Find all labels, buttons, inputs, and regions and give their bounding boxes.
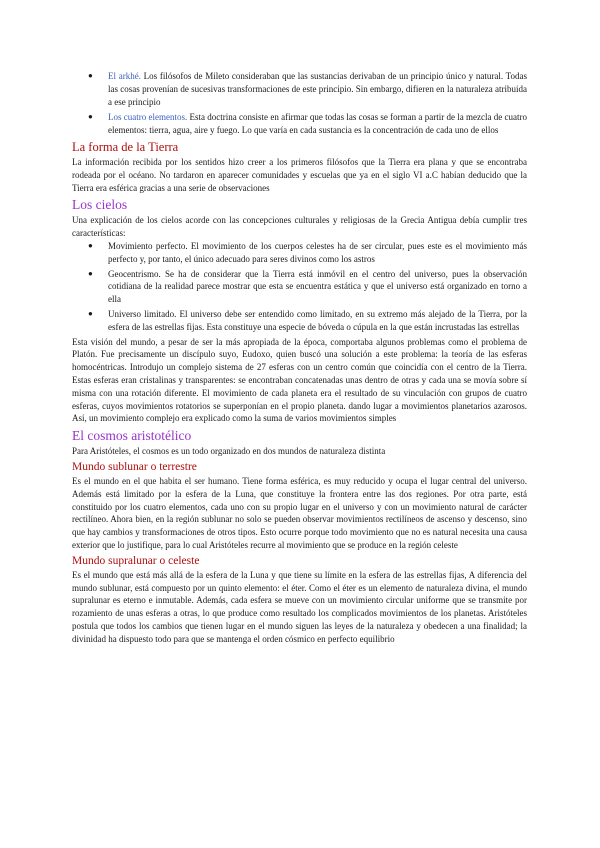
list-item (72, 308, 527, 334)
heading-cosmos-aristotelico: El cosmos aristotélico (72, 428, 192, 444)
heading-forma-tierra: La forma de la Tierra (72, 139, 179, 154)
paragraph-forma-tierra: La información recibida por los sentidos hizo creer a los primeros filósofos que la Tierra era plana y que se encontraba rodeada por el océano. No tardaron en aparecer comunidades y escuelas que ya en el siglo VI a.C habían deducido que la Tierra era esférica gracias a una serie de observaciones (72, 156, 527, 193)
list-term: El arkhé. (108, 71, 141, 81)
heading-mundo-supralunar: Mundo supralunar o celeste (72, 554, 200, 567)
paragraph-cielos-body: Esta visión del mundo, a pesar de ser la más apropiada de la época, comportaba algunos problemas como el problema de Platón. Fue precisamente un discípulo suyo, Eudoxo, quien buscó una solución a este problema: la teoría de las esferas homocéntricas. Introdujo un complejo sistema de 27 esferas con un centro común que coincidía con el centro de la Tierra. Estas esferas eran cristalinas y transparentes: se encontraban concatenadas unas dentro de otras y cada una se movía sobre sí misma con una rotación diferente. El movimiento de cada planeta era el resultado de su vinculación con grupos de cuatro esferas, cuyos movimientos rotatorios se superponían en el propio planeta. dando lugar a movimientos planetarios azarosos. Así, un movimiento complejo era explicado como la suma de varios movimientos simples (72, 336, 527, 424)
list-text: Movimiento perfecto. El movimiento de los cuerpos celestes ha de ser circular, pues este es el movimiento más perfecto y, por tanto, el único adecuado para seres divinos como los astros (108, 240, 527, 264)
list-text: Geocentrismo. Se ha de considerar que la Tierra está inmóvil en el centro del universo, pues la observación cotidiana de la realidad parece mostrar que esta se encuentra estática y que el universo está organizado en torno a ella (108, 268, 527, 305)
list-text: Esta doctrina consiste en afirmar que todas las cosas se forman a partir de la mezcla de cuatro elementos: tierra, agua, aire y fuego. Lo que varía en cada sustancia es la concentración de cada uno de ellos (108, 112, 527, 136)
heading-los-cielos: Los cielos (72, 197, 128, 213)
intro-list (72, 70, 527, 137)
list-item (72, 268, 527, 306)
list-item (72, 111, 527, 137)
heading-mundo-sublunar: Mundo sublunar o terrestre (72, 460, 197, 473)
paragraph-cosmos-intro: Para Aristóteles, el cosmos es un todo organizado en dos mundos de naturaleza distinta (72, 446, 386, 457)
paragraph-mundo-supralunar: Es el mundo que está más allá de la esfera de la Luna y que tiene su límite en la esfera de las estrellas fijas, A diferencia del mundo sublunar, está compuesto por un quinto elemento: el éter. Como el éter es un elemento de naturaleza divina, el mundo supralunar es eterno e inmutable. Además, cada esfera se mueve con un movimiento circular uniforme que se transmite por rozamiento de unas esferas a otras, lo que produce como resultado los complicados movimientos de los planetas. Aristóteles postula que todos los cambios que tienen lugar en el mundo siguen las leyes de la naturaleza y obedecen a una finalidad; la divinidad ha dispuesto todo para que se mantenga el orden cósmico en perfecto equilibrio (72, 569, 527, 644)
bullet-icon: ● (88, 308, 93, 318)
list-term: Los cuatro elementos. (108, 112, 188, 123)
list-item (72, 240, 527, 266)
document-content (72, 70, 527, 645)
list-item (72, 70, 527, 108)
bullet-icon: ● (88, 71, 93, 80)
list-text: Los filósofos de Mileto consideraban que las sustancias derivaban de un principio único y natural. Todas las cosas provenían de sucesivas transformaciones de este principio. Sin embargo, difieren en la naturaleza atribuida a ese principio (108, 71, 527, 107)
list-text: Universo limitado. El universo debe ser entendido como limitado, en su extremo más alejado de la Tierra, por la esfera de las estrellas fijas. Esta constituye una especie de bóveda o cúpula en la que están incrustadas las estrellas (108, 308, 527, 332)
cielos-list (72, 240, 527, 334)
paragraph-mundo-sublunar: Es el mundo en el que habita el ser humano. Tiene forma esférica, es muy reducido y ocupa el lugar central del universo. Además está limitado por la esfera de la Luna, que constituye la frontera entre las dos regiones. Por otra parte, está constituido por los cuatro elementos, cada uno con su propio lugar en el universo y con un movimiento natural de carácter rectilíneo. Ahora bien, en la región sublunar no solo se pueden observar movimientos rectilíneos de ascenso y descenso, sino que hay cambios y transformaciones de otros tipos. Esto ocurre porque todo movimiento que no es natural necesita una causa exterior que lo justifique, para lo cual Aristóteles recurre al movimiento que se produce en la región celeste (72, 475, 527, 550)
paragraph-cielos-intro: Una explicación de los cielos acorde con las concepciones culturales y religiosas de la Grecia Antigua debía cumplir tres características: (72, 215, 527, 239)
bullet-icon: ● (88, 240, 93, 250)
bullet-icon: ● (88, 112, 93, 122)
bullet-icon: ● (88, 268, 93, 278)
